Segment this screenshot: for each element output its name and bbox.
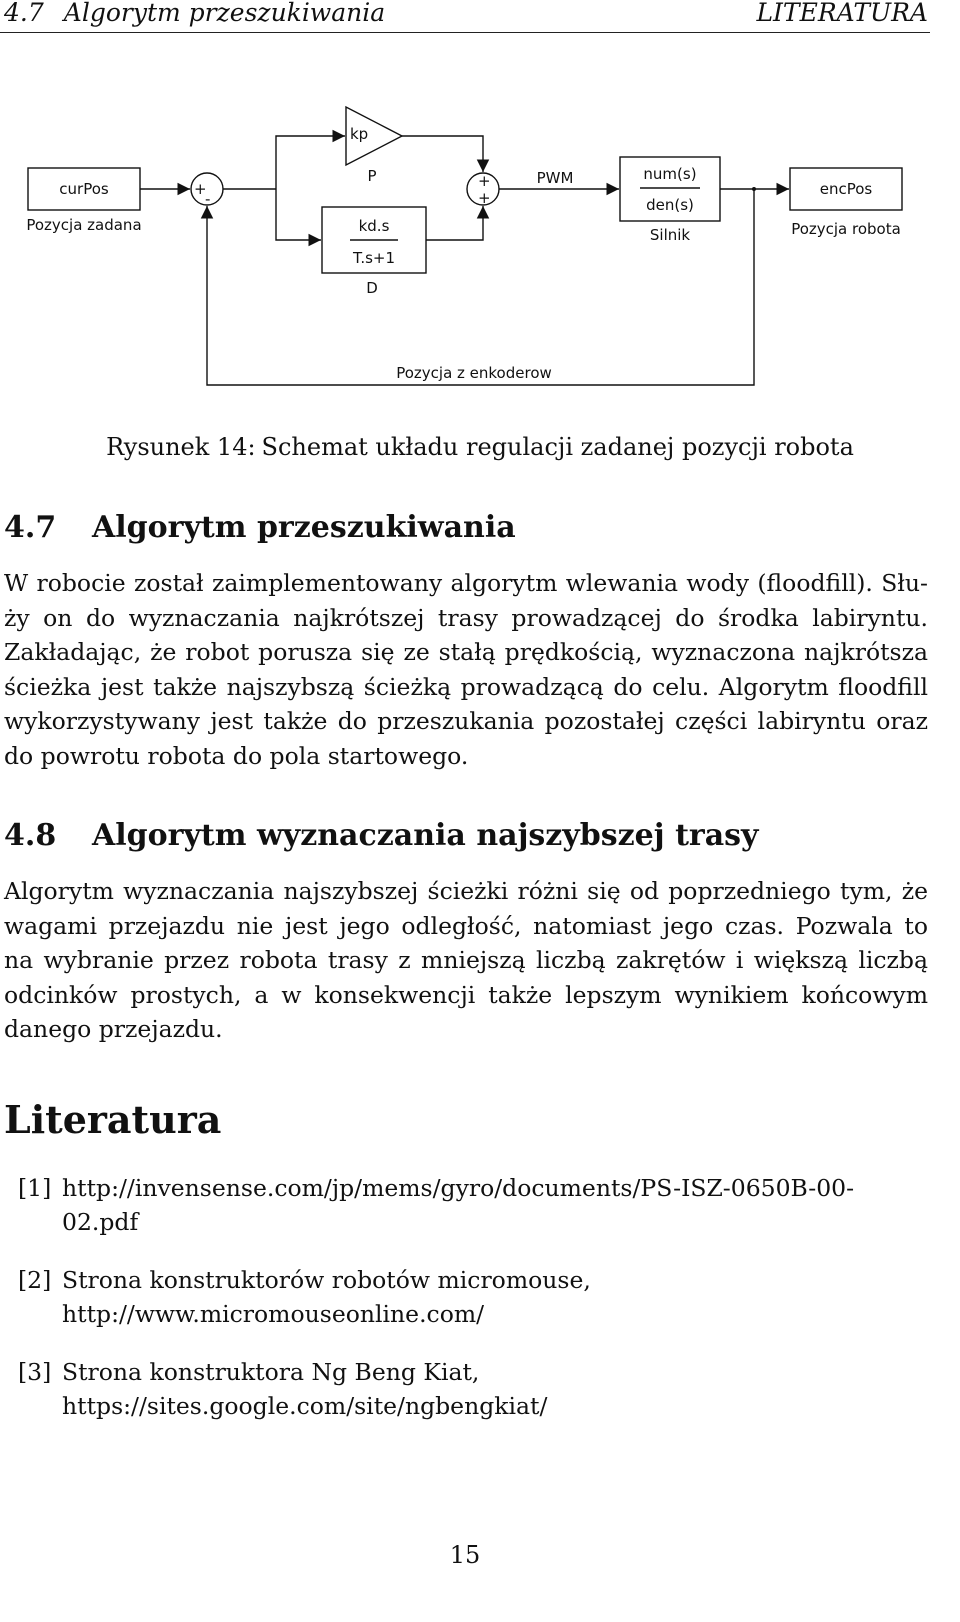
sum1-plus: + [194, 180, 207, 198]
figure-caption-text: Schemat układu regulacji zadanej pozycji robota [261, 433, 854, 461]
section-heading-4-8 [4, 818, 759, 854]
curpos-label: Pozycja zadana [26, 216, 142, 234]
wire-feedback-loop [207, 189, 754, 385]
deriv-den: T.s+1 [352, 249, 396, 267]
paragraph-line: wykorzystywany jest także do przeszukania pozostałej części labiryntu oraz [4, 707, 928, 735]
paragraph-line: W robocie został zaimplementowany algorytm wlewania wody (floodfill). Słu- [4, 569, 928, 597]
bib-line: http://invensense.com/jp/mems/gyro/documents/PS-ISZ-0650B-00- [62, 1174, 855, 1202]
sum1-minus: - [205, 190, 211, 208]
motor-num: num(s) [643, 165, 697, 183]
bib-line: https://sites.google.com/site/ngbengkiat/ [62, 1392, 548, 1420]
paragraph-line: ży on do wyznaczania najkrótszej trasy prowadzącej do środka labiryntu. [4, 603, 928, 632]
wire-to-kp [276, 136, 345, 189]
page-number: 15 [449, 1541, 481, 1569]
running-head-rule [0, 32, 930, 33]
running-head-section [4, 0, 385, 28]
encpos-text: encPos [819, 180, 873, 198]
bib-text [62, 1263, 922, 1331]
bib-line: Strona konstruktorów robotów micromouse, [62, 1266, 591, 1294]
bib-text [62, 1171, 922, 1239]
wire-derivative-to-sum2 [426, 206, 483, 240]
bib-line: 02.pdf [62, 1208, 139, 1236]
running-head [4, 0, 928, 30]
p-label: P [367, 167, 377, 185]
feedback-label: Pozycja z enkoderow [396, 364, 552, 382]
control-block-diagram [0, 95, 960, 395]
sum2-bottom: + [478, 189, 491, 207]
running-head-chapter: LITERATURA [756, 0, 928, 27]
section-heading-4-7 [4, 510, 516, 546]
sum2-top: + [478, 172, 491, 190]
wire-kp-to-sum2 [402, 136, 483, 172]
feedback-junction-dot [752, 187, 756, 191]
motor-label: Silnik [649, 226, 691, 244]
paragraph-line: ścieżka jest także najszybszą ścieżką prowadzącą do celu. Algorytm floodfill [4, 672, 928, 701]
section-4-8-paragraph [4, 874, 928, 1047]
bib-line: Strona konstruktora Ng Beng Kiat, [62, 1358, 480, 1386]
running-head-section-title: Algorytm przeszukiwania [63, 0, 386, 27]
encpos-label: Pozycja robota [791, 220, 901, 238]
deriv-num: kd.s [358, 217, 390, 235]
wire-to-derivative [276, 189, 321, 240]
pwm-label: PWM [536, 169, 574, 187]
section-title: Algorytm przeszukiwania [92, 510, 516, 545]
bib-key: [2] [18, 1266, 52, 1294]
section-4-7-paragraph [4, 566, 928, 773]
bib-key: [1] [18, 1174, 52, 1202]
paragraph-line: do powrotu robota do pola startowego. [4, 741, 469, 770]
paragraph-line: Zakładając, że robot porusza się ze stałą prędkością, wyznaczona najkrótsza [4, 638, 928, 666]
figure-caption-label: Rysunek 14: [106, 433, 256, 461]
bib-text [62, 1355, 922, 1423]
paragraph-line: danego przejazdu. [4, 1015, 223, 1043]
paragraph-line: na wybranie przez robota trasy z mniejszą liczbą zakrętów i większą liczbą [4, 946, 928, 974]
d-label: D [366, 279, 378, 297]
section-number: 4.8 [4, 818, 57, 853]
paragraph-line: Algorytm wyznaczania najszybszej ścieżki różni się od poprzedniego tym, że [4, 877, 928, 905]
curpos-text: curPos [59, 180, 109, 198]
section-title: Algorytm wyznaczania najszybszej trasy [92, 818, 759, 853]
running-head-section-number: 4.7 [4, 0, 44, 27]
paragraph-line: odcinków prostych, a w konsekwencji także lepszym wynikiem końcowym [4, 980, 928, 1009]
bib-line: http://www.micromouseonline.com/ [62, 1300, 485, 1328]
motor-den: den(s) [646, 196, 694, 214]
bib-key: [3] [18, 1358, 52, 1386]
paragraph-line: wagami przejazdu nie jest jego odległość, natomiast jego czas. Pozwala to [4, 911, 928, 940]
kp-text: kp [350, 125, 369, 143]
figure-caption [0, 432, 960, 462]
section-number: 4.7 [4, 510, 57, 545]
literature-heading: Literatura [4, 1097, 222, 1142]
